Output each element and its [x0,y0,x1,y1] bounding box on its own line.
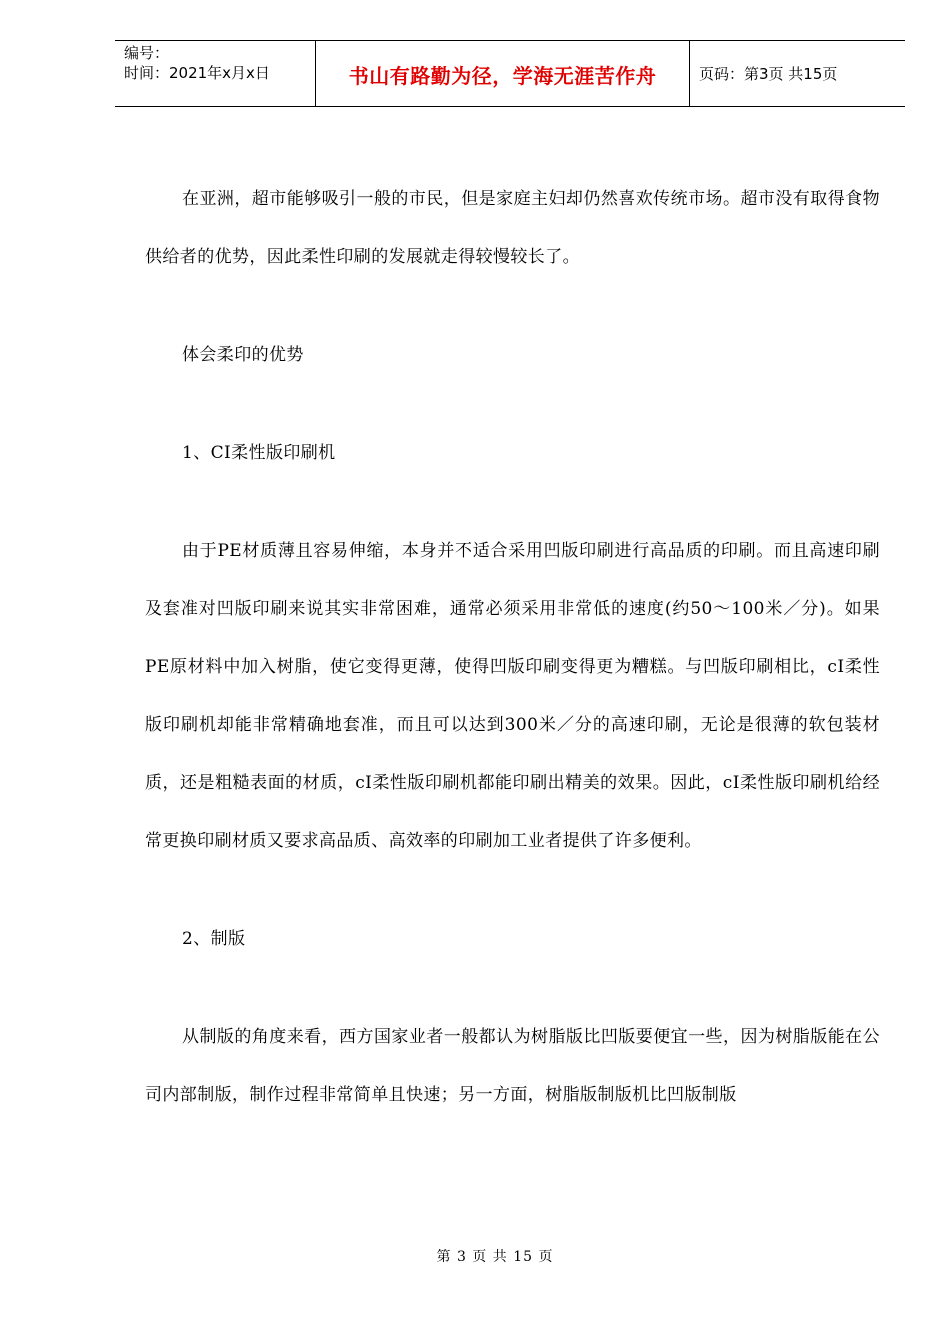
header-motto-cell [316,41,690,106]
section-heading-platemaking: 2、制版 [182,929,246,949]
header-meta-cell [115,41,316,106]
section-heading-ci-press: 1、CI柔性版印刷机 [182,443,336,463]
document-body [145,170,880,1124]
paragraph-ci-press: 由于PE材质薄且容易伸缩，本身并不适合采用凹版印刷进行高品质的印刷。而且高速印刷及套准对凹版印刷来说其实非常困难，通常必须采用非常低的速度(约50～100米／分)。如果PE原材料中加入树脂，使它变得更薄，使得凹版印刷变得更为糟糕。与凹版印刷相比，cI柔性版印刷机却能非常精确地套准，而且可以达到300米／分的高速印刷，无论是很薄的软包装材质，还是粗糙表面的材质，cI柔性版印刷机都能印刷出精美的效果。因此，cI柔性版印刷机给经常更换印刷材质又要求高品质、高效率的印刷加工业者提供了许多便利。 [145,541,880,851]
paragraph-asia: 在亚洲，超市能够吸引一般的市民，但是家庭主妇却仍然喜欢传统市场。超市没有取得食物供给者的优势，因此柔性印刷的发展就走得较慢较长了。 [145,189,880,267]
section-heading-advantages: 体会柔印的优势 [182,345,304,365]
paragraph-platemaking: 从制版的角度来看，西方国家业者一般都认为树脂版比凹版要便宜一些，因为树脂版能在公司内部制版，制作过程非常简单且快速；另一方面，树脂版制版机比凹版制版 [145,1027,880,1105]
motto-text: 书山有路勤为径，学海无涯苦作舟 [348,64,657,88]
header-page-cell [690,41,905,106]
number-label: 编号： [124,44,170,62]
time-label: 时间：2021年x月x日 [124,64,270,82]
document-header [115,40,905,107]
page-info: 页码：第3页 共15页 [699,65,838,83]
page-footer: 第 3 页 共 15 页 [436,1249,554,1265]
